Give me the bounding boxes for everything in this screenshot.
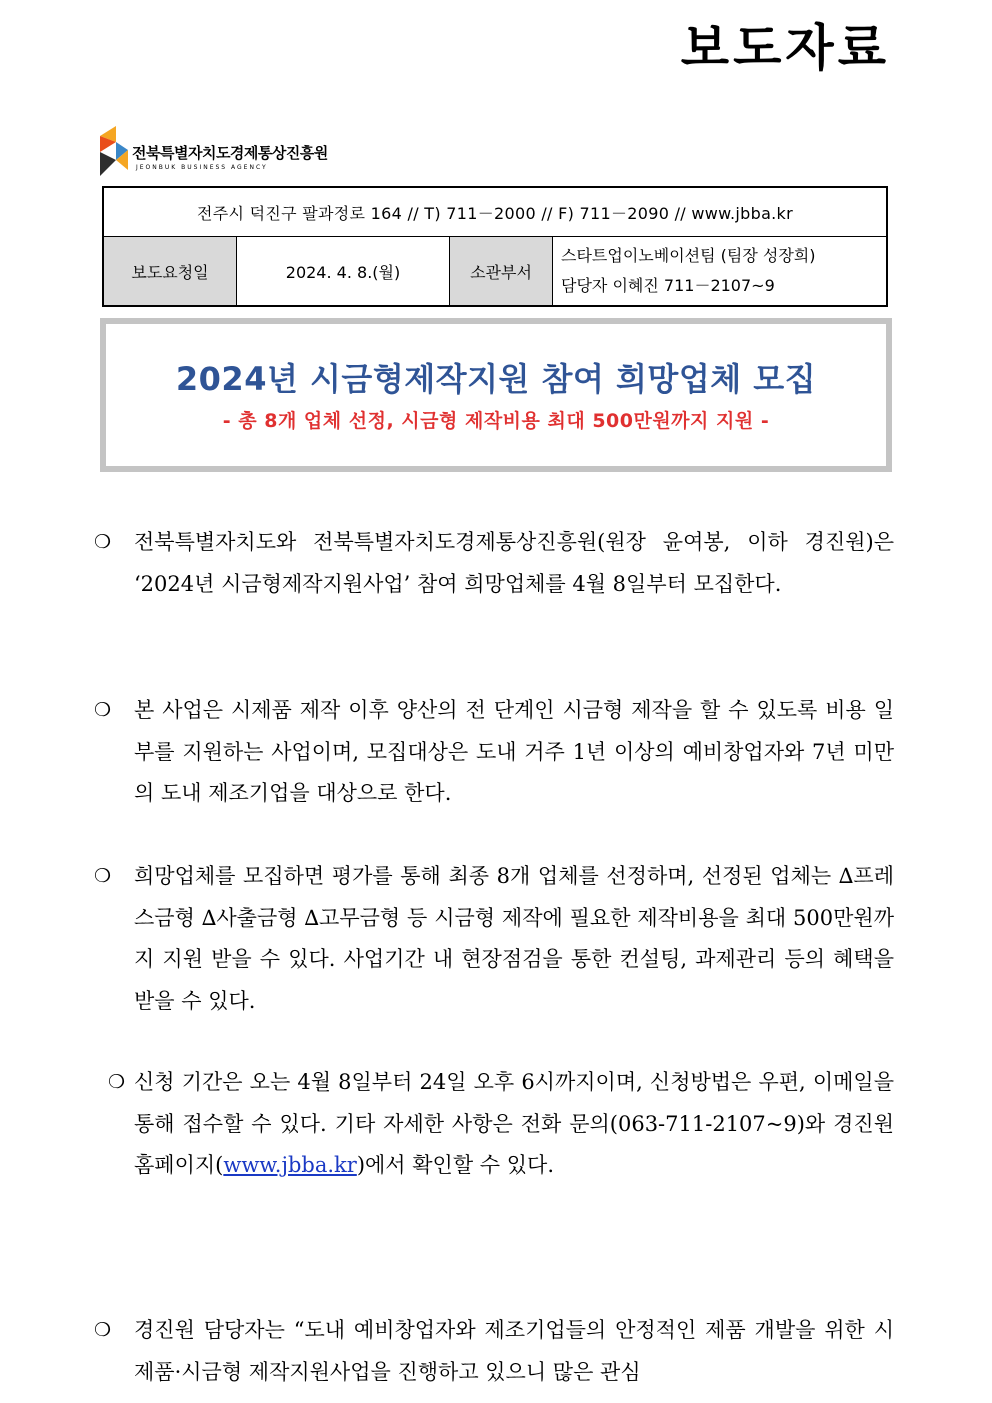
body-paragraph-1 bbox=[94, 522, 894, 605]
headline-title: 2024년 시금형제작지원 참여 희망업체 모집 bbox=[175, 360, 817, 398]
body-paragraph-2 bbox=[94, 690, 894, 815]
body-paragraph-4 bbox=[94, 1062, 894, 1187]
bullet-circle-icon: ❍ bbox=[94, 699, 112, 721]
request-date-label: 보도요청일 bbox=[103, 237, 237, 307]
headline-subtitle: - 총 8개 업체 선정, 시금형 제작비용 최대 500만원까지 지원 - bbox=[222, 410, 770, 432]
bullet-circle-icon: ❍ bbox=[94, 1319, 112, 1341]
body-paragraph-5 bbox=[94, 1310, 894, 1393]
department-info bbox=[553, 237, 888, 307]
request-date-value: 2024. 4. 8.(월) bbox=[237, 237, 450, 307]
paragraph-text-after-link: )에서 확인할 수 있다. bbox=[356, 1153, 554, 1177]
headline-box bbox=[100, 318, 892, 472]
contact-address-line: 전주시 덕진구 팔과정로 164 // T) 711－2000 // F) 711－2090 // www.jbba.kr bbox=[103, 187, 887, 237]
homepage-link[interactable]: www.jbba.kr bbox=[223, 1153, 357, 1177]
bullet-circle-icon: ❍ bbox=[108, 1071, 126, 1093]
paragraph-text: 전북특별자치도와 전북특별자치도경제통상진흥원(원장 윤여봉, 이하 경진원)은 ‘2024년 시금형제작지원사업’ 참여 희망업체를 4월 8일부터 모집한다. bbox=[134, 530, 894, 596]
bullet-circle-icon: ❍ bbox=[94, 531, 112, 553]
department-team: 스타트업이노베이션팀 (팀장 성장희) bbox=[561, 246, 816, 265]
bullet-circle-icon: ❍ bbox=[94, 865, 112, 887]
org-logo-english-name: JEONBUK BUSINESS AGENCY bbox=[136, 164, 268, 171]
org-logo bbox=[96, 126, 396, 186]
paragraph-text-before-link: 신청 기간은 오는 4월 8일부터 24일 오후 6시까지이며, 신청방법은 우편, 이메일을 통해 접수할 수 있다. 기타 자세한 사항은 전화 문의(063-711-2107~9)와 경진원 홈페이지( bbox=[134, 1070, 894, 1177]
press-info-table bbox=[102, 186, 888, 307]
org-logo-name: 전북특별자치도경제통상진흥원 bbox=[132, 144, 328, 162]
body-paragraph-3 bbox=[94, 856, 894, 1022]
department-label: 소관부서 bbox=[450, 237, 553, 307]
paragraph-text: 희망업체를 모집하면 평가를 통해 최종 8개 업체를 선정하며, 선정된 업체는 ∆프레스금형 ∆사출금형 ∆고무금형 등 시금형 제작에 필요한 제작비용을 최대 500만원까지 지원 받을 수 있다. 사업기간 내 현장점검을 통한 컨설팅, 과제관리 등의 혜택을 받을 수 있다. bbox=[134, 864, 894, 1013]
department-contact: 담당자 이혜진 711－2107~9 bbox=[561, 276, 775, 295]
org-logo-emblem-icon bbox=[96, 126, 130, 186]
paragraph-text: 본 사업은 시제품 제작 이후 양산의 전 단계인 시금형 제작을 할 수 있도록 비용 일부를 지원하는 사업이며, 모집대상은 도내 거주 1년 이상의 예비창업자와 7년 미만의 도내 제조기업을 대상으로 한다. bbox=[134, 698, 894, 805]
document-type-title: 보도자료 bbox=[680, 19, 890, 77]
paragraph-text: 경진원 담당자는 “도내 예비창업자와 제조기업들의 안정적인 제품 개발을 위한 시제품·시금형 제작지원사업을 진행하고 있으니 많은 관심 bbox=[134, 1318, 894, 1384]
